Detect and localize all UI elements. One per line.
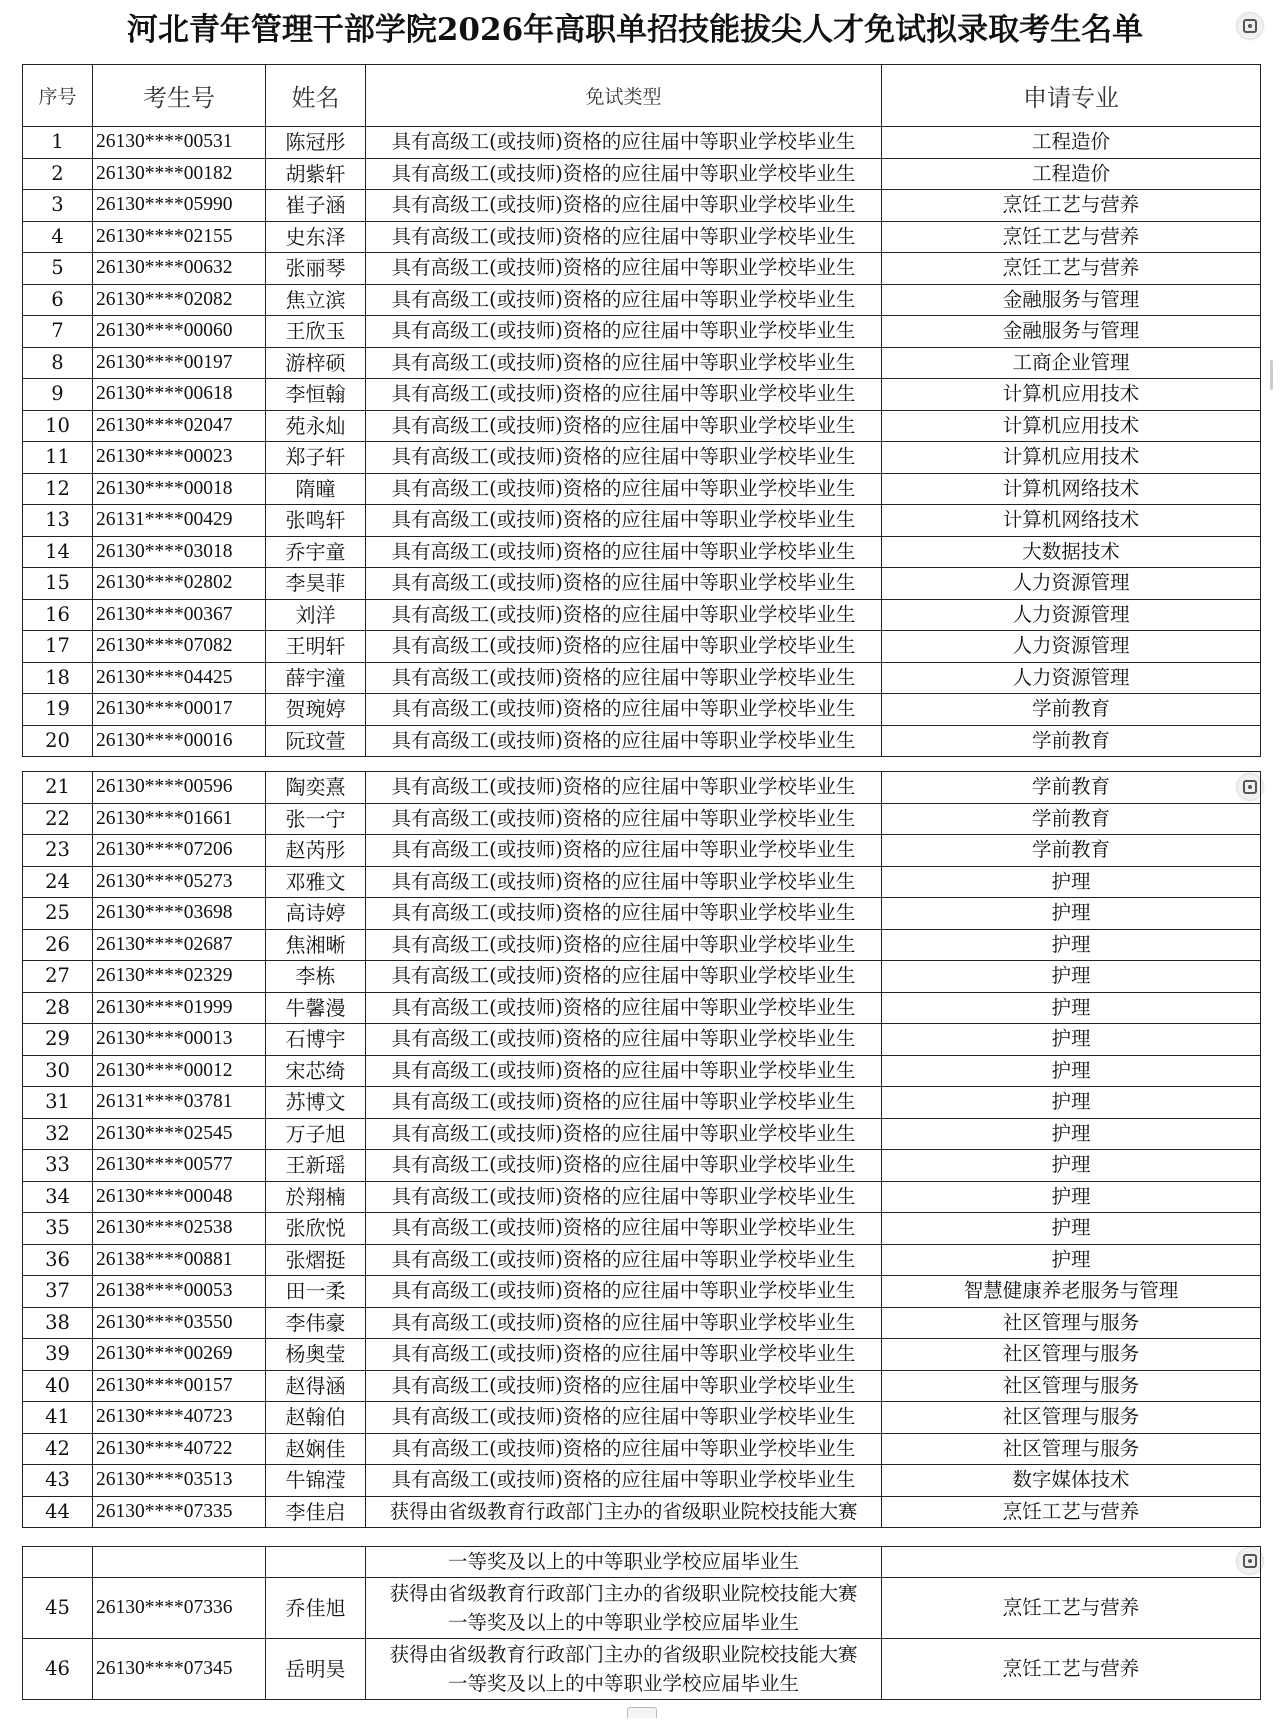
row-major: 社区管理与服务 <box>882 1433 1261 1465</box>
row-exemption-type: 具有高级工(或技师)资格的应往届中等职业学校毕业生 <box>366 158 882 190</box>
row-seq: 8 <box>23 347 93 379</box>
row-candidate-id: 26138****00053 <box>93 1276 266 1308</box>
row-seq: 25 <box>23 898 93 930</box>
row-name: 贺琬婷 <box>266 694 366 726</box>
row-exemption-type: 具有高级工(或技师)资格的应往届中等职业学校毕业生 <box>366 1465 882 1497</box>
row-exemption-type: 具有高级工(或技师)资格的应往届中等职业学校毕业生 <box>366 961 882 993</box>
row-exemption-type-line2: 一等奖及以上的中等职业学校应届毕业生 <box>447 1611 799 1634</box>
row-major: 烹饪工艺与营养 <box>882 190 1261 222</box>
row-name: 张欣悦 <box>266 1213 366 1245</box>
row-major: 工商企业管理 <box>882 347 1261 379</box>
row-candidate-id: 26130****02047 <box>93 410 266 442</box>
row-major: 烹饪工艺与营养 <box>882 1578 1261 1639</box>
row-major: 护理 <box>882 1055 1261 1087</box>
row-name: 赵娴佳 <box>266 1433 366 1465</box>
table-row <box>23 599 1261 631</box>
row-exemption-type: 具有高级工(或技师)资格的应往届中等职业学校毕业生 <box>366 1402 882 1434</box>
row-name: 隋曈 <box>266 473 366 505</box>
row-name: 郑子轩 <box>266 442 366 474</box>
row-major: 学前教育 <box>882 694 1261 726</box>
row-exemption-type-line1: 获得由省级教育行政部门主办的省级职业院校技能大赛 <box>389 1582 858 1605</box>
row-seq: 35 <box>23 1213 93 1245</box>
row-name: 赵芮彤 <box>266 835 366 867</box>
row-seq: 32 <box>23 1118 93 1150</box>
row-name: 史东泽 <box>266 221 366 253</box>
row-exemption-type: 具有高级工(或技师)资格的应往届中等职业学校毕业生 <box>366 1055 882 1087</box>
table-row <box>23 772 1261 804</box>
row-major: 护理 <box>882 1087 1261 1119</box>
row-name: 张鸣轩 <box>266 505 366 537</box>
row-exemption-type: 具有高级工(或技师)资格的应往届中等职业学校毕业生 <box>366 190 882 222</box>
page-title: 河北青年管理干部学院2026年高职单招技能拔尖人才免试拟录取考生名单 <box>126 12 1144 48</box>
row-seq: 29 <box>23 1024 93 1056</box>
row-name: 於翔楠 <box>266 1181 366 1213</box>
row-major: 工程造价 <box>882 127 1261 159</box>
row-candidate-id: 26130****07336 <box>93 1578 266 1639</box>
row-major: 社区管理与服务 <box>882 1370 1261 1402</box>
row-exemption-type: 具有高级工(或技师)资格的应往届中等职业学校毕业生 <box>366 835 882 867</box>
row-name: 石博宇 <box>266 1024 366 1056</box>
row-major: 工程造价 <box>882 158 1261 190</box>
table-row <box>23 410 1261 442</box>
row-seq: 34 <box>23 1181 93 1213</box>
row-candidate-id: 26130****04425 <box>93 662 266 694</box>
table-row <box>23 803 1261 835</box>
row-seq: 16 <box>23 599 93 631</box>
header-name: 姓名 <box>266 65 366 127</box>
row-exemption-type: 具有高级工(或技师)资格的应往届中等职业学校毕业生 <box>366 316 882 348</box>
table-row <box>23 1339 1261 1371</box>
row-name: 赵翰伯 <box>266 1402 366 1434</box>
admission-table-part-2 <box>22 771 1261 1528</box>
row-exemption-type-line1: 获得由省级教育行政部门主办的省级职业院校技能大赛 <box>389 1643 858 1666</box>
row-major: 护理 <box>882 1213 1261 1245</box>
row-seq: 12 <box>23 473 93 505</box>
table-row <box>23 1055 1261 1087</box>
row-candidate-id: 26130****00013 <box>93 1024 266 1056</box>
row-seq: 31 <box>23 1087 93 1119</box>
row-major: 大数据技术 <box>882 536 1261 568</box>
row-major: 护理 <box>882 1118 1261 1150</box>
table-row <box>23 898 1261 930</box>
row-seq: 30 <box>23 1055 93 1087</box>
table-row <box>23 1150 1261 1182</box>
row-candidate-id: 26131****03781 <box>93 1087 266 1119</box>
row-major: 计算机网络技术 <box>882 473 1261 505</box>
row-name: 高诗婷 <box>266 898 366 930</box>
row-seq: 28 <box>23 992 93 1024</box>
row-candidate-id: 26130****00017 <box>93 694 266 726</box>
table-row <box>23 536 1261 568</box>
row-seq: 45 <box>23 1578 93 1639</box>
row-name: 王欣玉 <box>266 316 366 348</box>
row-exemption-type: 具有高级工(或技师)资格的应往届中等职业学校毕业生 <box>366 1433 882 1465</box>
row-major: 人力资源管理 <box>882 599 1261 631</box>
row-seq: 41 <box>23 1402 93 1434</box>
row-candidate-id: 26130****40723 <box>93 1402 266 1434</box>
row-seq: 22 <box>23 803 93 835</box>
row-exemption-type-line2: 一等奖及以上的中等职业学校应届毕业生 <box>447 1672 799 1695</box>
row-candidate-id: 26130****02687 <box>93 929 266 961</box>
row-major: 社区管理与服务 <box>882 1402 1261 1434</box>
row-major: 计算机应用技术 <box>882 379 1261 411</box>
row-candidate-id: 26130****00018 <box>93 473 266 505</box>
row-exemption-type: 具有高级工(或技师)资格的应往届中等职业学校毕业生 <box>366 803 882 835</box>
row-major: 护理 <box>882 898 1261 930</box>
table-row <box>23 190 1261 222</box>
row-name: 岳明昊 <box>266 1639 366 1700</box>
row-name: 杨奥莹 <box>266 1339 366 1371</box>
row-name: 邓雅文 <box>266 866 366 898</box>
row-major: 社区管理与服务 <box>882 1339 1261 1371</box>
row-major: 护理 <box>882 866 1261 898</box>
row-candidate-id: 26130****00197 <box>93 347 266 379</box>
row-exemption-type: 具有高级工(或技师)资格的应往届中等职业学校毕业生 <box>366 568 882 600</box>
row-name: 崔子涵 <box>266 190 366 222</box>
table-row <box>23 1181 1261 1213</box>
row-candidate-id: 26130****00367 <box>93 599 266 631</box>
table-row <box>23 1307 1261 1339</box>
row-seq: 13 <box>23 505 93 537</box>
row-exemption-type: 具有高级工(或技师)资格的应往届中等职业学校毕业生 <box>366 1339 882 1371</box>
row-major: 学前教育 <box>882 772 1261 804</box>
table-row <box>23 662 1261 694</box>
row-seq: 7 <box>23 316 93 348</box>
row-name: 焦湘晰 <box>266 929 366 961</box>
admission-table-part-1 <box>22 64 1261 757</box>
table-row <box>23 1244 1261 1276</box>
page-indicator[interactable] <box>627 1707 657 1718</box>
row-name: 田一柔 <box>266 1276 366 1308</box>
row-candidate-id: 26130****40722 <box>93 1433 266 1465</box>
table-row <box>23 379 1261 411</box>
row-seq: 27 <box>23 961 93 993</box>
table-row <box>23 1370 1261 1402</box>
row-exemption-type: 具有高级工(或技师)资格的应往届中等职业学校毕业生 <box>366 1213 882 1245</box>
row-exemption-type: 具有高级工(或技师)资格的应往届中等职业学校毕业生 <box>366 347 882 379</box>
table-row <box>23 929 1261 961</box>
row-major: 护理 <box>882 961 1261 993</box>
row-seq: 39 <box>23 1339 93 1371</box>
row-major: 烹饪工艺与营养 <box>882 253 1261 285</box>
row-exemption-type: 具有高级工(或技师)资格的应往届中等职业学校毕业生 <box>366 772 882 804</box>
row-seq: 6 <box>23 284 93 316</box>
table-row <box>23 316 1261 348</box>
row-name: 乔宇童 <box>266 536 366 568</box>
row-exemption-type: 具有高级工(或技师)资格的应往届中等职业学校毕业生 <box>366 694 882 726</box>
row-exemption-type: 具有高级工(或技师)资格的应往届中等职业学校毕业生 <box>366 866 882 898</box>
row-exemption-type: 具有高级工(或技师)资格的应往届中等职业学校毕业生 <box>366 442 882 474</box>
table-row <box>23 505 1261 537</box>
header-seq: 序号 <box>23 65 93 127</box>
row-candidate-id: 26130****00577 <box>93 1150 266 1182</box>
admission-table-part-3 <box>22 1546 1261 1700</box>
row-major: 护理 <box>882 992 1261 1024</box>
row-candidate-id: 26130****07082 <box>93 631 266 663</box>
row-candidate-id: 26130****00182 <box>93 158 266 190</box>
row-name: 牛馨漫 <box>266 992 366 1024</box>
row-name: 李佳启 <box>266 1496 366 1528</box>
row-name: 赵得涵 <box>266 1370 366 1402</box>
row-major: 护理 <box>882 1181 1261 1213</box>
row-candidate-id: 26130****07206 <box>93 835 266 867</box>
table-row <box>23 631 1261 663</box>
row-name: 陈冠彤 <box>266 127 366 159</box>
row-name: 焦立滨 <box>266 284 366 316</box>
row-name: 万子旭 <box>266 1118 366 1150</box>
row-candidate-id: 26130****05273 <box>93 866 266 898</box>
row-name: 张一宁 <box>266 803 366 835</box>
row-name: 李恒翰 <box>266 379 366 411</box>
table-header-row <box>23 65 1261 127</box>
row-major: 计算机应用技术 <box>882 410 1261 442</box>
table-row <box>23 1024 1261 1056</box>
row-major: 护理 <box>882 1024 1261 1056</box>
row-candidate-id: 26130****00012 <box>93 1055 266 1087</box>
row-exemption-type: 具有高级工(或技师)资格的应往届中等职业学校毕业生 <box>366 1181 882 1213</box>
row-name: 张丽琴 <box>266 253 366 285</box>
row-exemption-type: 具有高级工(或技师)资格的应往届中等职业学校毕业生 <box>366 473 882 505</box>
table-row <box>23 1276 1261 1308</box>
table-row <box>23 1213 1261 1245</box>
row-seq: 4 <box>23 221 93 253</box>
row-seq: 15 <box>23 568 93 600</box>
row-candidate-id: 26130****00016 <box>93 725 266 757</box>
table-row <box>23 1433 1261 1465</box>
row-seq: 42 <box>23 1433 93 1465</box>
row-seq: 17 <box>23 631 93 663</box>
row-exemption-type: 具有高级工(或技师)资格的应往届中等职业学校毕业生 <box>366 221 882 253</box>
row-candidate-id: 26130****01661 <box>93 803 266 835</box>
row-seq: 26 <box>23 929 93 961</box>
row-name: 胡紫轩 <box>266 158 366 190</box>
row-name: 陶奕熹 <box>266 772 366 804</box>
row-seq: 37 <box>23 1276 93 1308</box>
row-major: 护理 <box>882 1150 1261 1182</box>
row-exemption-type: 具有高级工(或技师)资格的应往届中等职业学校毕业生 <box>366 253 882 285</box>
row-major: 烹饪工艺与营养 <box>882 1639 1261 1700</box>
row-exemption-type: 具有高级工(或技师)资格的应往届中等职业学校毕业生 <box>366 1307 882 1339</box>
row-candidate-id: 26130****00618 <box>93 379 266 411</box>
table-row <box>23 347 1261 379</box>
row-seq: 24 <box>23 866 93 898</box>
row-exemption-type: 具有高级工(或技师)资格的应往届中等职业学校毕业生 <box>366 631 882 663</box>
row-exemption-type: 获得由省级教育行政部门主办的省级职业院校技能大赛 <box>366 1496 882 1528</box>
row-name: 乔佳旭 <box>266 1578 366 1639</box>
table-row <box>23 992 1261 1024</box>
row-candidate-id: 26130****00048 <box>93 1181 266 1213</box>
row-exemption-type <box>366 1578 882 1639</box>
row-candidate-id: 26130****03550 <box>93 1307 266 1339</box>
row-name: 王明轩 <box>266 631 366 663</box>
row-candidate-id: 26130****00023 <box>93 442 266 474</box>
row-exemption-type: 具有高级工(或技师)资格的应往届中等职业学校毕业生 <box>366 505 882 537</box>
table-row <box>23 725 1261 757</box>
row-exemption-type: 具有高级工(或技师)资格的应往届中等职业学校毕业生 <box>366 1276 882 1308</box>
row-seq: 10 <box>23 410 93 442</box>
table-row <box>23 1465 1261 1497</box>
continuation-text: 一等奖及以上的中等职业学校应届毕业生 <box>366 1547 882 1578</box>
row-seq: 40 <box>23 1370 93 1402</box>
row-exemption-type: 具有高级工(或技师)资格的应往届中等职业学校毕业生 <box>366 898 882 930</box>
row-major: 烹饪工艺与营养 <box>882 221 1261 253</box>
row-major: 金融服务与管理 <box>882 316 1261 348</box>
row-exemption-type: 具有高级工(或技师)资格的应往届中等职业学校毕业生 <box>366 536 882 568</box>
row-seq: 9 <box>23 379 93 411</box>
table-row <box>23 284 1261 316</box>
row-exemption-type: 具有高级工(或技师)资格的应往届中等职业学校毕业生 <box>366 992 882 1024</box>
header-major: 申请专业 <box>882 65 1261 127</box>
row-major: 人力资源管理 <box>882 568 1261 600</box>
row-candidate-id: 26130****02802 <box>93 568 266 600</box>
row-candidate-id: 26130****02155 <box>93 221 266 253</box>
row-seq: 20 <box>23 725 93 757</box>
row-exemption-type <box>366 1639 882 1700</box>
row-exemption-type: 具有高级工(或技师)资格的应往届中等职业学校毕业生 <box>366 1370 882 1402</box>
row-name: 阮玟萱 <box>266 725 366 757</box>
row-exemption-type: 具有高级工(或技师)资格的应往届中等职业学校毕业生 <box>366 662 882 694</box>
row-exemption-type: 具有高级工(或技师)资格的应往届中等职业学校毕业生 <box>366 725 882 757</box>
row-candidate-id: 26130****03698 <box>93 898 266 930</box>
row-major: 智慧健康养老服务与管理 <box>882 1276 1261 1308</box>
row-candidate-id: 26130****07345 <box>93 1639 266 1700</box>
row-major: 社区管理与服务 <box>882 1307 1261 1339</box>
row-exemption-type: 具有高级工(或技师)资格的应往届中等职业学校毕业生 <box>366 127 882 159</box>
table-row <box>23 568 1261 600</box>
row-seq: 23 <box>23 835 93 867</box>
table-row <box>23 1639 1261 1700</box>
row-candidate-id: 26130****00531 <box>93 127 266 159</box>
scrollbar-thumb[interactable] <box>1270 360 1273 390</box>
row-seq: 11 <box>23 442 93 474</box>
row-seq: 18 <box>23 662 93 694</box>
row-major: 数字媒体技术 <box>882 1465 1261 1497</box>
row-candidate-id: 26130****02545 <box>93 1118 266 1150</box>
table-row <box>23 473 1261 505</box>
row-exemption-type: 具有高级工(或技师)资格的应往届中等职业学校毕业生 <box>366 1150 882 1182</box>
row-exemption-type: 具有高级工(或技师)资格的应往届中等职业学校毕业生 <box>366 1087 882 1119</box>
table-row <box>23 694 1261 726</box>
row-seq: 36 <box>23 1244 93 1276</box>
row-seq: 2 <box>23 158 93 190</box>
row-name: 刘洋 <box>266 599 366 631</box>
row-seq: 46 <box>23 1639 93 1700</box>
row-exemption-type: 具有高级工(或技师)资格的应往届中等职业学校毕业生 <box>366 599 882 631</box>
row-candidate-id: 26131****00429 <box>93 505 266 537</box>
table-row <box>23 866 1261 898</box>
row-seq: 5 <box>23 253 93 285</box>
row-major: 学前教育 <box>882 725 1261 757</box>
row-candidate-id: 26130****07335 <box>93 1496 266 1528</box>
row-candidate-id: 26130****03513 <box>93 1465 266 1497</box>
row-major: 学前教育 <box>882 835 1261 867</box>
row-candidate-id: 26130****00060 <box>93 316 266 348</box>
table-row <box>23 253 1261 285</box>
table-row <box>23 158 1261 190</box>
row-candidate-id: 26130****00157 <box>93 1370 266 1402</box>
row-major: 护理 <box>882 1244 1261 1276</box>
row-exemption-type: 具有高级工(或技师)资格的应往届中等职业学校毕业生 <box>366 379 882 411</box>
row-seq: 19 <box>23 694 93 726</box>
row-major: 人力资源管理 <box>882 631 1261 663</box>
row-major: 计算机网络技术 <box>882 505 1261 537</box>
row-seq: 38 <box>23 1307 93 1339</box>
row-name: 薛宇潼 <box>266 662 366 694</box>
row-major: 护理 <box>882 929 1261 961</box>
row-seq: 44 <box>23 1496 93 1528</box>
row-major: 金融服务与管理 <box>882 284 1261 316</box>
row-major: 烹饪工艺与营养 <box>882 1496 1261 1528</box>
row-name: 宋芯绮 <box>266 1055 366 1087</box>
row-major: 计算机应用技术 <box>882 442 1261 474</box>
table-row <box>23 442 1261 474</box>
row-exemption-type: 具有高级工(或技师)资格的应往届中等职业学校毕业生 <box>366 284 882 316</box>
row-name: 王新瑶 <box>266 1150 366 1182</box>
table-row <box>23 1402 1261 1434</box>
table-row <box>23 1087 1261 1119</box>
row-candidate-id: 26130****00632 <box>93 253 266 285</box>
row-exemption-type: 具有高级工(或技师)资格的应往届中等职业学校毕业生 <box>366 1024 882 1056</box>
row-candidate-id: 26130****05990 <box>93 190 266 222</box>
row-name: 李昊菲 <box>266 568 366 600</box>
row-name: 牛锦滢 <box>266 1465 366 1497</box>
row-name: 张熠挺 <box>266 1244 366 1276</box>
row-exemption-type: 具有高级工(或技师)资格的应往届中等职业学校毕业生 <box>366 1118 882 1150</box>
row-candidate-id: 26130****03018 <box>93 536 266 568</box>
row-name: 苑永灿 <box>266 410 366 442</box>
table-row <box>23 1496 1261 1528</box>
row-exemption-type: 具有高级工(或技师)资格的应往届中等职业学校毕业生 <box>366 929 882 961</box>
row-candidate-id: 26138****00881 <box>93 1244 266 1276</box>
row-candidate-id: 26130****02329 <box>93 961 266 993</box>
row-major: 人力资源管理 <box>882 662 1261 694</box>
row-candidate-id: 26130****00269 <box>93 1339 266 1371</box>
header-type: 免试类型 <box>366 65 882 127</box>
row-seq: 43 <box>23 1465 93 1497</box>
row-major: 学前教育 <box>882 803 1261 835</box>
table-row <box>23 1578 1261 1639</box>
row-name: 李伟豪 <box>266 1307 366 1339</box>
row-seq: 1 <box>23 127 93 159</box>
table-row <box>23 835 1261 867</box>
continuation-row <box>23 1547 1261 1578</box>
row-seq: 21 <box>23 772 93 804</box>
row-name: 游梓硕 <box>266 347 366 379</box>
table-row <box>23 1118 1261 1150</box>
table-row <box>23 127 1261 159</box>
row-candidate-id: 26130****02082 <box>93 284 266 316</box>
row-candidate-id: 26130****02538 <box>93 1213 266 1245</box>
header-id: 考生号 <box>93 65 266 127</box>
row-name: 李栋 <box>266 961 366 993</box>
row-candidate-id: 26130****00596 <box>93 772 266 804</box>
row-exemption-type: 具有高级工(或技师)资格的应往届中等职业学校毕业生 <box>366 1244 882 1276</box>
row-candidate-id: 26130****01999 <box>93 992 266 1024</box>
table-row <box>23 221 1261 253</box>
row-exemption-type: 具有高级工(或技师)资格的应往届中等职业学校毕业生 <box>366 410 882 442</box>
row-seq: 33 <box>23 1150 93 1182</box>
table-row <box>23 961 1261 993</box>
row-seq: 14 <box>23 536 93 568</box>
row-name: 苏博文 <box>266 1087 366 1119</box>
row-seq: 3 <box>23 190 93 222</box>
zoom-image-icon[interactable] <box>1237 13 1263 39</box>
